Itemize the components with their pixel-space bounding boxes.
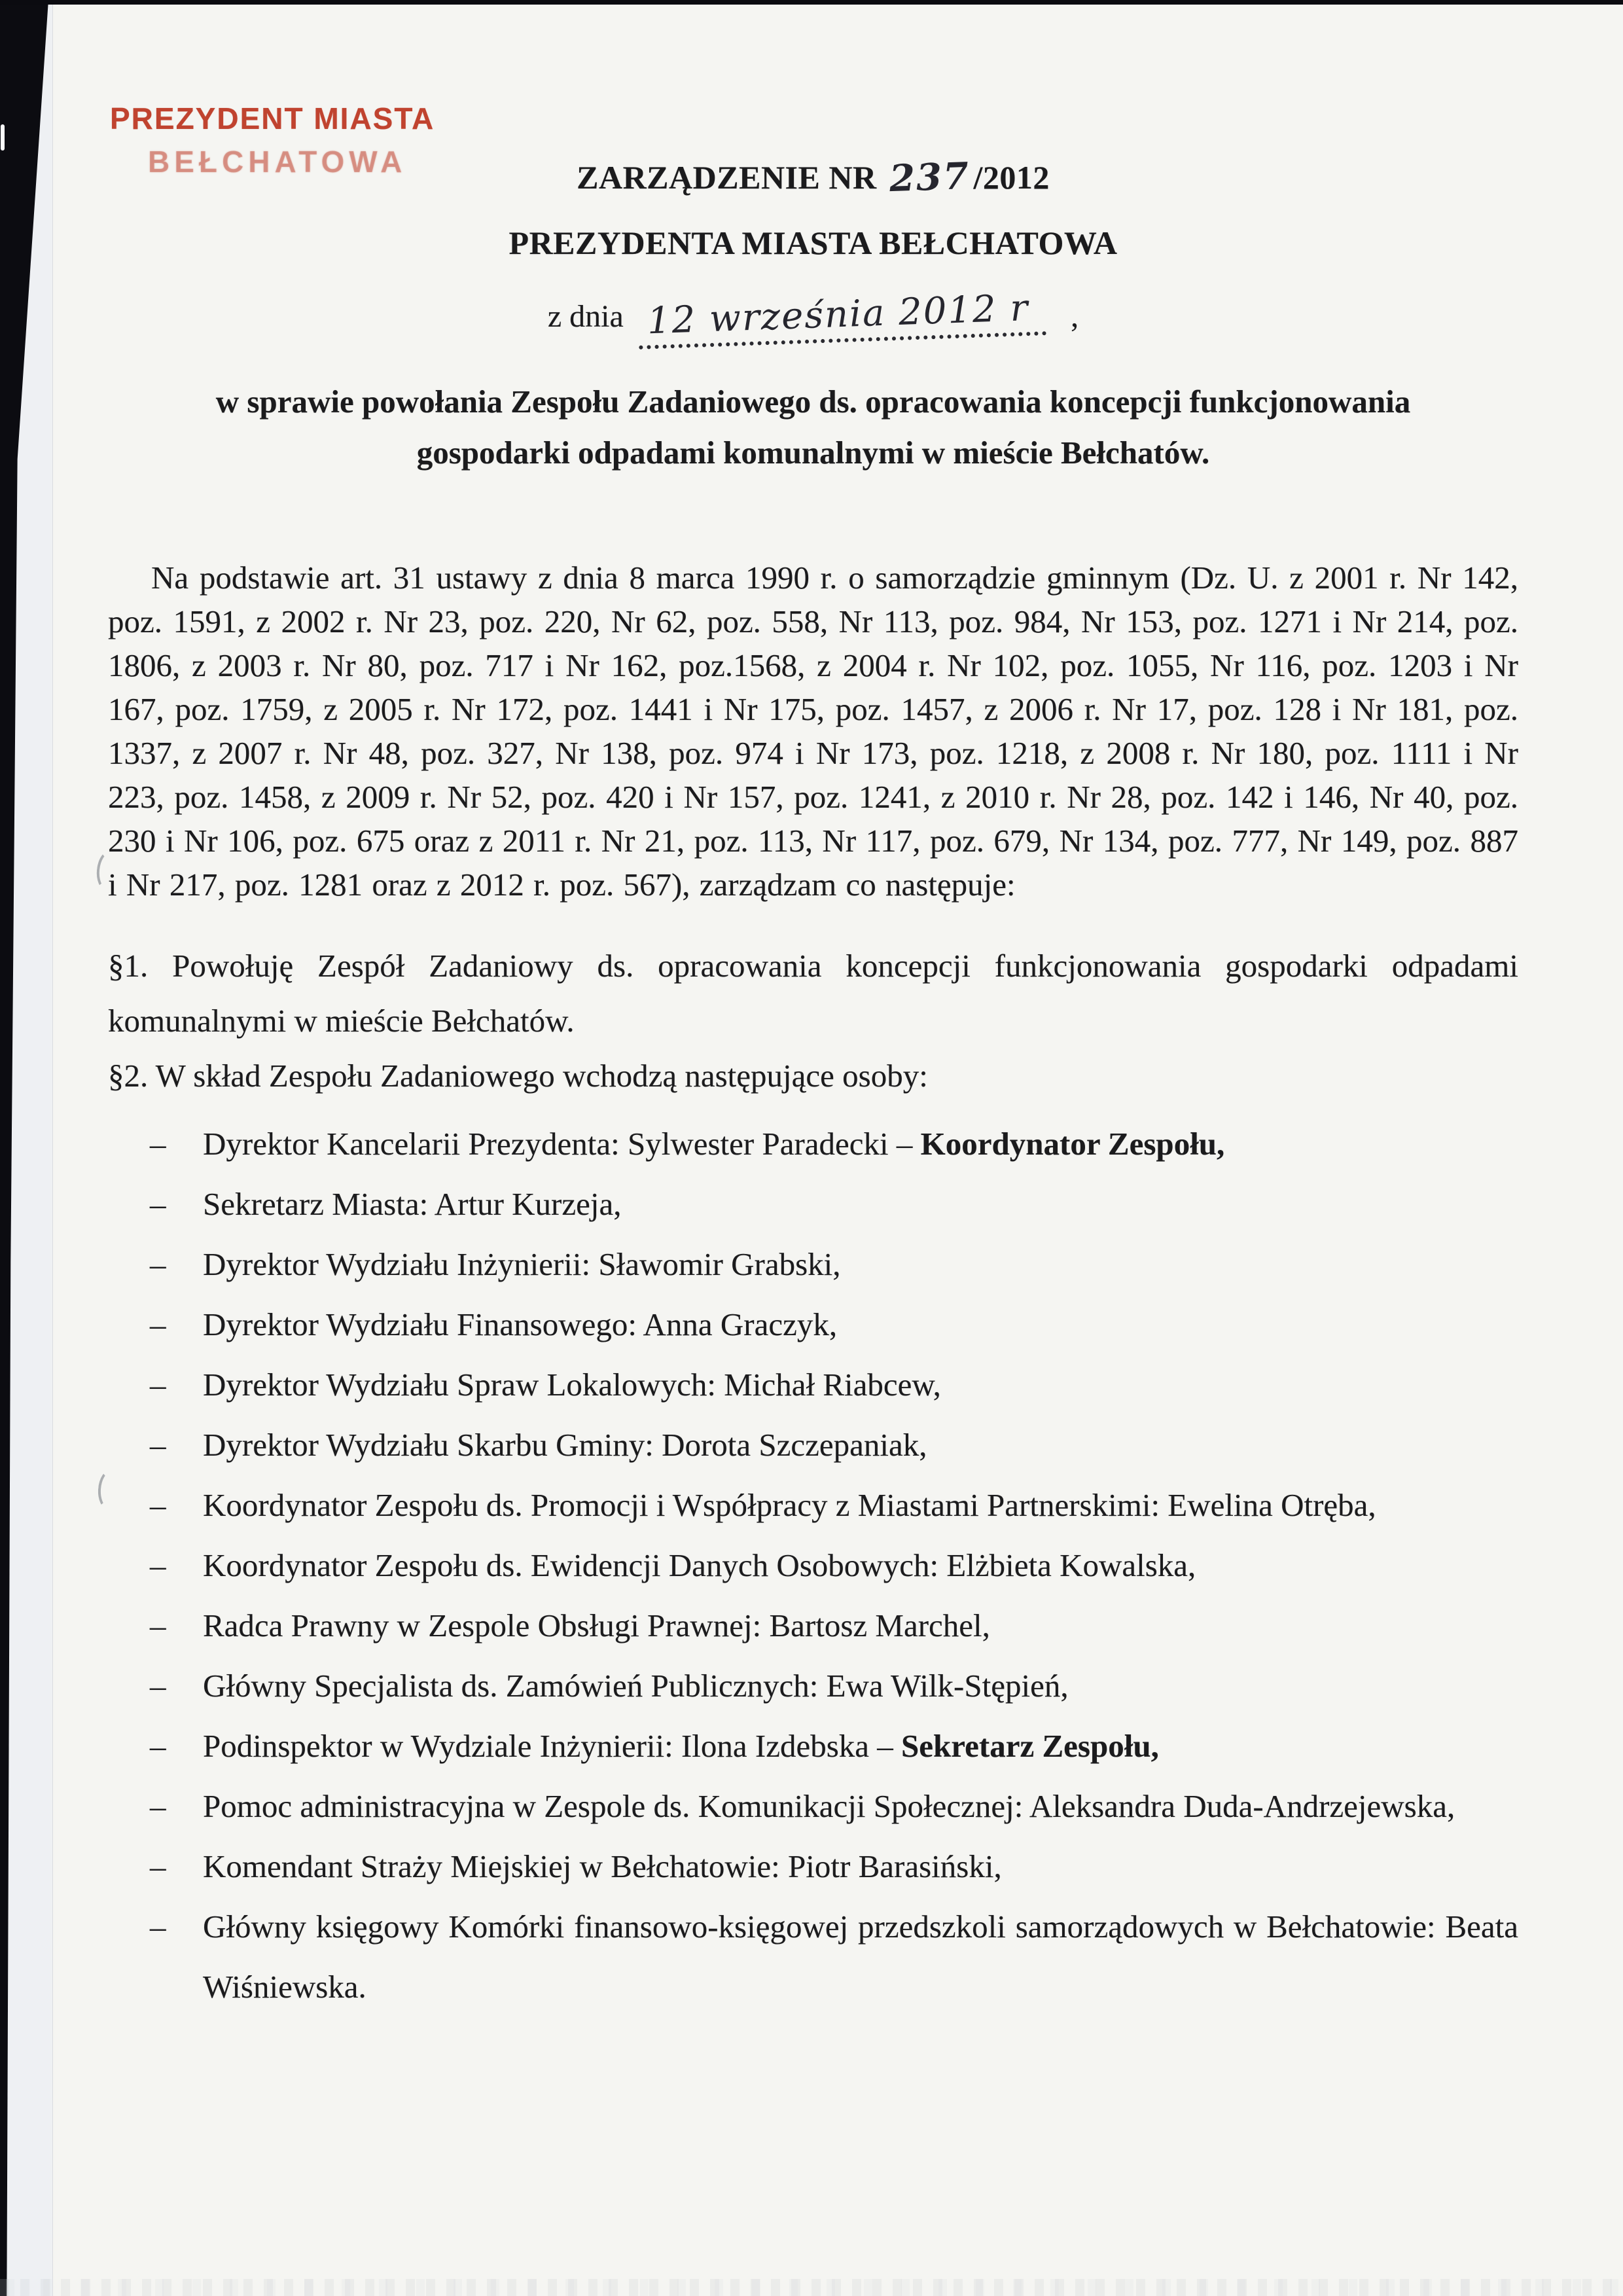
date-line xyxy=(108,287,1518,343)
member-dash: – xyxy=(150,1306,166,1342)
member-dash: – xyxy=(150,1909,166,1945)
member-dash: – xyxy=(150,1487,166,1523)
stamp-line2: BEŁCHATOWA xyxy=(148,145,407,179)
date-handwritten: 12 września 2012 r xyxy=(637,286,1047,350)
member-item xyxy=(108,1535,1518,1596)
member-dash: – xyxy=(150,1367,166,1403)
member-item xyxy=(108,1837,1518,1897)
legal-basis-paragraph: Na podstawie art. 31 ustawy z dnia 8 marca 1990 r. o samorządzie gminnym (Dz. U. z 2001 r. Nr 142, poz. 1591, z 2002 r. Nr 23, poz. 220, Nr 62, poz. 558, Nr 113, poz. 984, Nr 153, poz. 1271 i Nr 214, poz. 1806, z 2003 r. Nr 80, poz. 717 i Nr 162, poz.1568, z 2004 r. Nr 102, poz. 1055, Nr 116, poz. 1203 i Nr 167, poz. 1759, z 2005 r. Nr 172, poz. 1441 i Nr 175, poz. 1457, z 2006 r. Nr 17, poz. 128 i Nr 181, poz. 1337, z 2007 r. Nr 48, poz. 327, Nr 138, poz. 974 i Nr 173, poz. 1218, z 2008 r. Nr 180, poz. 1111 i Nr 223, poz. 1458, z 2009 r. Nr 52, poz. 420 i Nr 157, poz. 1241, z 2010 r. Nr 28, poz. 142 i 146, Nr 40, poz. 230 i Nr 106, poz. 675 oraz z 2011 r. Nr 21, poz. 113, Nr 117, poz. 679, Nr 134, poz. 777, Nr 149, poz. 887 i Nr 217, poz. 1281 oraz z 2012 r. poz. 567), zarządzam co następuje: xyxy=(108,560,1518,903)
paragraph-1: §1. Powołuję Zespół Zadaniowy ds. opracowania koncepcji funkcjonowania gospodarki odpadami komunalnymi w mieście Bełchatów. xyxy=(108,948,1518,1039)
member-dash: – xyxy=(150,1848,166,1884)
member-text: Sekretarz Miasta: Artur Kurzeja, xyxy=(203,1186,622,1222)
members-list xyxy=(108,1114,1518,2017)
subject-line2: gospodarki odpadami komunalnymi w mieście Bełchatów. xyxy=(416,435,1210,471)
member-text: Podinspektor w Wydziale Inżynierii: Ilona Izdebska – xyxy=(203,1728,902,1764)
subject-line1: w sprawie powołania Zespołu Zadaniowego ds. opracowania koncepcji funkcjonowania xyxy=(215,384,1411,420)
document-content xyxy=(108,0,1518,2017)
member-text: Komendant Straży Miejskiej w Bełchatowie: Piotr Barasiński, xyxy=(203,1848,1002,1884)
member-dash: – xyxy=(150,1607,166,1643)
scan-edge-sliver xyxy=(1,124,5,151)
subject-block xyxy=(108,376,1518,478)
member-dash: – xyxy=(150,1246,166,1282)
member-text: Dyrektor Kancelarii Prezydenta: Sylwester Paradecki – xyxy=(203,1126,921,1162)
member-text: Koordynator Zespołu ds. Promocji i Współpracy z Miastami Partnerskimi: Ewelina Otręba, xyxy=(203,1487,1376,1523)
member-dash: – xyxy=(150,1547,166,1583)
bottom-scan-noise xyxy=(0,2279,1623,2296)
member-item xyxy=(108,1776,1518,1837)
ordinance-issuer: PREZYDENTA MIASTA BEŁCHATOWA xyxy=(508,224,1118,261)
member-item xyxy=(108,1897,1518,2017)
member-dash: – xyxy=(150,1728,166,1764)
member-dash: – xyxy=(150,1668,166,1704)
ordinance-number-handwritten: 237 xyxy=(888,154,971,201)
member-role-bold: Koordynator Zespołu, xyxy=(920,1126,1225,1162)
member-text: Koordynator Zespołu ds. Ewidencji Danych Osobowych: Elżbieta Kowalska, xyxy=(203,1547,1196,1583)
stamp-line1: PREZYDENT MIASTA xyxy=(110,101,435,135)
member-dash: – xyxy=(150,1788,166,1824)
member-dash: – xyxy=(150,1126,166,1162)
member-text: Radca Prawny w Zespole Obsługi Prawnej: Bartosz Marchel, xyxy=(203,1607,990,1643)
member-item xyxy=(108,1596,1518,1656)
member-item xyxy=(108,1114,1518,1174)
member-item xyxy=(108,1716,1518,1776)
paragraph-2: §2. W skład Zespołu Zadaniowego wchodzą następujące osoby: xyxy=(108,1058,928,1094)
date-label: z dnia xyxy=(547,299,624,334)
member-item xyxy=(108,1174,1518,1234)
title-block xyxy=(108,156,1518,478)
member-text: Dyrektor Wydziału Spraw Lokalowych: Michał Riabcew, xyxy=(203,1367,941,1403)
member-dash: – xyxy=(150,1186,166,1222)
member-item xyxy=(108,1234,1518,1295)
member-text: Główny księgowy Komórki finansowo-księgowej przedszkoli samorządowych w Bełchatowie: Beata Wiśniewska. xyxy=(203,1909,1518,2005)
member-text: Dyrektor Wydziału Skarbu Gminy: Dorota Szczepaniak, xyxy=(203,1427,927,1463)
member-role-bold: Sekretarz Zespołu, xyxy=(901,1728,1159,1764)
member-item xyxy=(108,1295,1518,1355)
member-item xyxy=(108,1656,1518,1716)
member-item xyxy=(108,1475,1518,1535)
member-text: Dyrektor Wydziału Finansowego: Anna Graczyk, xyxy=(203,1306,838,1342)
member-text: Główny Specjalista ds. Zamówień Publicznych: Ewa Wilk-Stępień, xyxy=(203,1668,1069,1704)
member-text: Pomoc administracyjna w Zespole ds. Komunikacji Społecznej: Aleksandra Duda-Andrzejewska, xyxy=(203,1788,1455,1824)
member-item xyxy=(108,1355,1518,1415)
ordinance-title-suffix: /2012 xyxy=(973,159,1050,196)
member-dash: – xyxy=(150,1427,166,1463)
ordinance-title xyxy=(108,156,1518,199)
member-item xyxy=(108,1415,1518,1475)
sections-block xyxy=(108,939,1518,1103)
member-text: Dyrektor Wydziału Inżynierii: Sławomir Grabski, xyxy=(203,1246,841,1282)
date-comma: , xyxy=(1071,299,1079,334)
ordinance-title-prefix: ZARZĄDZENIE NR xyxy=(577,159,877,196)
